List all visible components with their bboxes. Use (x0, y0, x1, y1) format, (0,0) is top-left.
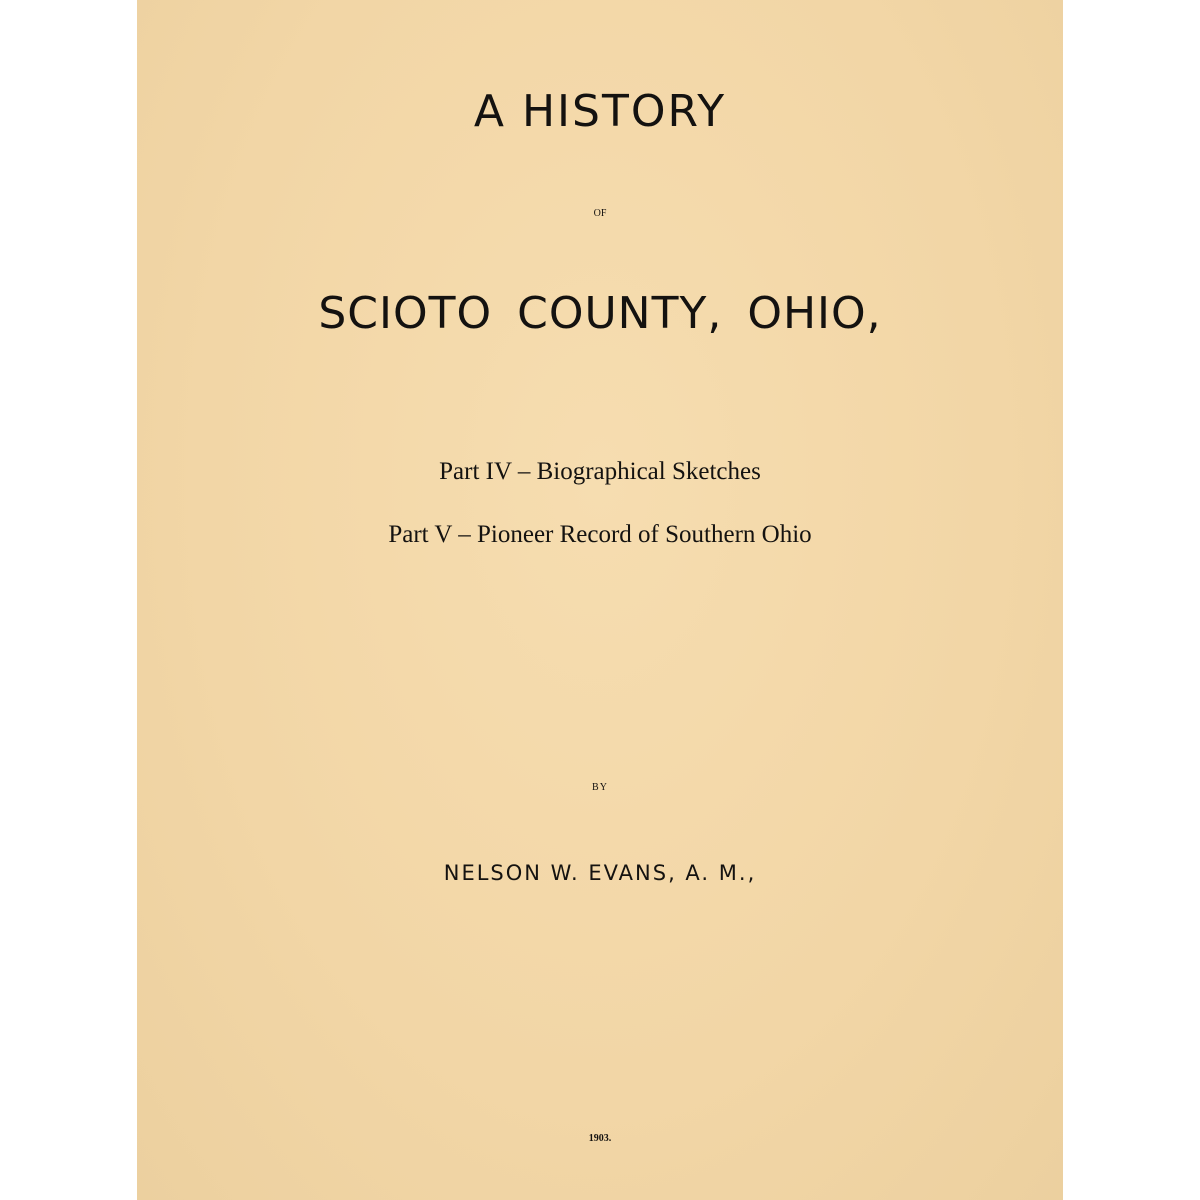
author-name: NELSON W. EVANS, A. M., (443, 861, 757, 885)
publication-year: 1903. (588, 1133, 612, 1144)
title-line-2: SCIOTO COUNTY, OHIO, (318, 288, 882, 339)
subtitle-part-4: Part IV – Biographical Sketches (439, 458, 761, 485)
title-line-1: A HISTORY (473, 86, 727, 137)
title-of: OF (593, 208, 607, 219)
title-page (137, 0, 1063, 1200)
by-label: BY (592, 782, 608, 793)
subtitle-part-5: Part V – Pioneer Record of Southern Ohio (388, 521, 812, 548)
